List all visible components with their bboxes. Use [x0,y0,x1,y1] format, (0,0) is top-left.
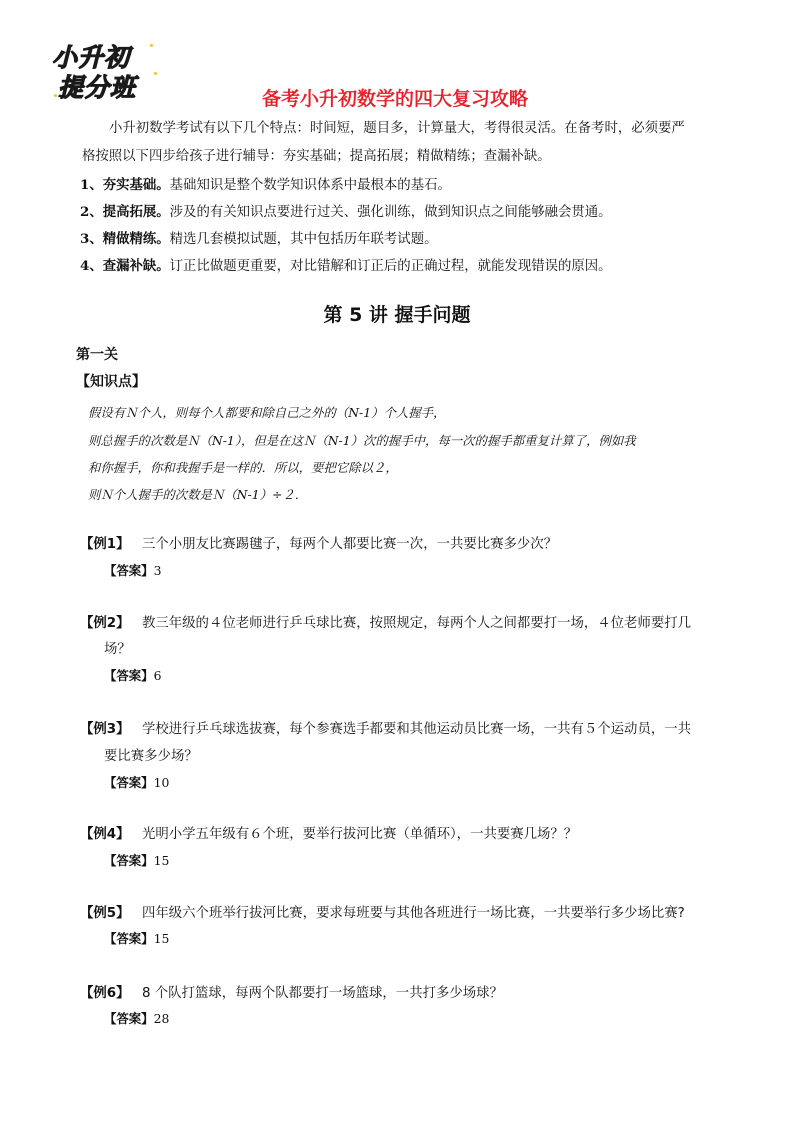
step-text: 精选几套模拟试题，其中包括历年联考试题。 [169,232,438,247]
knowledge-heading: 【知识点】 [76,374,146,390]
answer-value: 10 [153,775,170,790]
example-question: 8 个队打篮球，每两个队都要打一场篮球，一共打多少场球？ [142,986,503,1001]
example-label: 【例5】 [80,906,130,921]
logo-line-2: 提分班 [58,73,137,102]
step-item [80,229,437,250]
section-heading: 第一关 [76,347,118,363]
example-label: 【例3】 [80,722,130,737]
example-answer [104,851,169,869]
example-question: 学校进行乒乓球选拔赛，每个参赛选手都要和其他运动员比赛一场，一共有５个运动员，一共 [142,722,692,737]
answer-label: 【答案】 [104,853,154,868]
intro-line-2: 格按照以下四步给孩子进行辅导：夯实基础；提高拓展；精做精练；查漏补缺。 [82,149,551,164]
answer-label: 【答案】 [104,931,154,946]
example-label: 【例6】 [80,986,130,1001]
example-answer [104,666,161,684]
example-5 [80,902,685,921]
example-answer [104,561,161,579]
step-label: 2、提高拓展。 [80,204,170,220]
example-6 [80,982,503,1001]
knowledge-line: 和你握手，你和我握手是一样的．所以，要把它除以２， [88,460,398,475]
answer-label: 【答案】 [104,668,154,683]
example-question: 三个小朋友比赛踢毽子，每两个人都要比赛一次，一共要比赛多少次？ [142,537,558,552]
step-text: 涉及的有关知识点要进行过关、强化训练，做到知识点之间能够融会贯通。 [169,205,612,220]
answer-value: 28 [153,1011,170,1026]
answer-value: 3 [153,563,162,578]
answer-value: 6 [153,668,162,683]
knowledge-line: 则Ｎ个人握手的次数是Ｎ（N-1）÷２． [88,487,308,502]
answer-label: 【答案】 [104,1011,154,1026]
step-item [80,175,451,196]
example-label: 【例2】 [80,616,130,631]
example-1 [80,533,557,552]
example-label: 【例1】 [80,537,130,552]
answer-value: 15 [153,853,170,868]
example-answer [104,929,169,947]
step-text: 基础知识是整个数学知识体系中最根本的基石。 [169,178,451,193]
step-item [80,202,612,223]
answer-value: 15 [153,931,170,946]
example-question: 教三年级的４位老师进行乒乓球比赛，按照规定，每两个人之间都要打一场，４位老师要打几 [142,616,692,631]
step-label: 1、夯实基础。 [80,177,170,193]
step-text: 订正比做题更重要，对比错解和订正后的正确过程，就能发现错误的原因。 [169,259,612,274]
answer-label: 【答案】 [104,563,154,578]
lesson-title: 第 5 讲 握手问题 [323,304,471,326]
example-question-cont: 场？ [104,642,131,657]
step-label: 4、查漏补缺。 [80,258,170,274]
example-2 [80,612,691,631]
answer-label: 【答案】 [104,775,154,790]
knowledge-line: 则总握手的次数是Ｎ（N-1），但是在这Ｎ（N-1）次的握手中，每一次的握手都重复计算了，例如我 [88,433,636,448]
step-item [80,256,612,277]
example-4 [80,823,577,842]
step-label: 3、精做精练。 [80,231,170,247]
example-answer [104,1009,169,1027]
page-title: 备考小升初数学的四大复习攻略 [261,88,528,110]
example-answer [104,773,169,791]
example-question-cont: 要比赛多少场？ [104,749,198,764]
example-label: 【例4】 [80,827,130,842]
example-question: 光明小学五年级有６个班，要举行拔河比赛（单循环），一共要赛几场？？ [142,827,578,842]
logo-sparkle [154,72,157,75]
logo-line-1: 小升初 [52,43,131,72]
example-question: 四年级六个班举行拔河比赛，要求每班要与其他各班进行一场比赛，一共要举行多少场比赛? [142,906,685,921]
knowledge-line: 假设有Ｎ个人，则每个人都要和除自己之外的（N-1）个人握手， [88,405,446,420]
example-3 [80,718,691,737]
intro-line-1: 小升初数学考试有以下几个特点：时间短，题目多，计算量大，考得很灵活。在备考时，必须要严 [109,121,685,136]
logo-sparkle [150,44,153,47]
